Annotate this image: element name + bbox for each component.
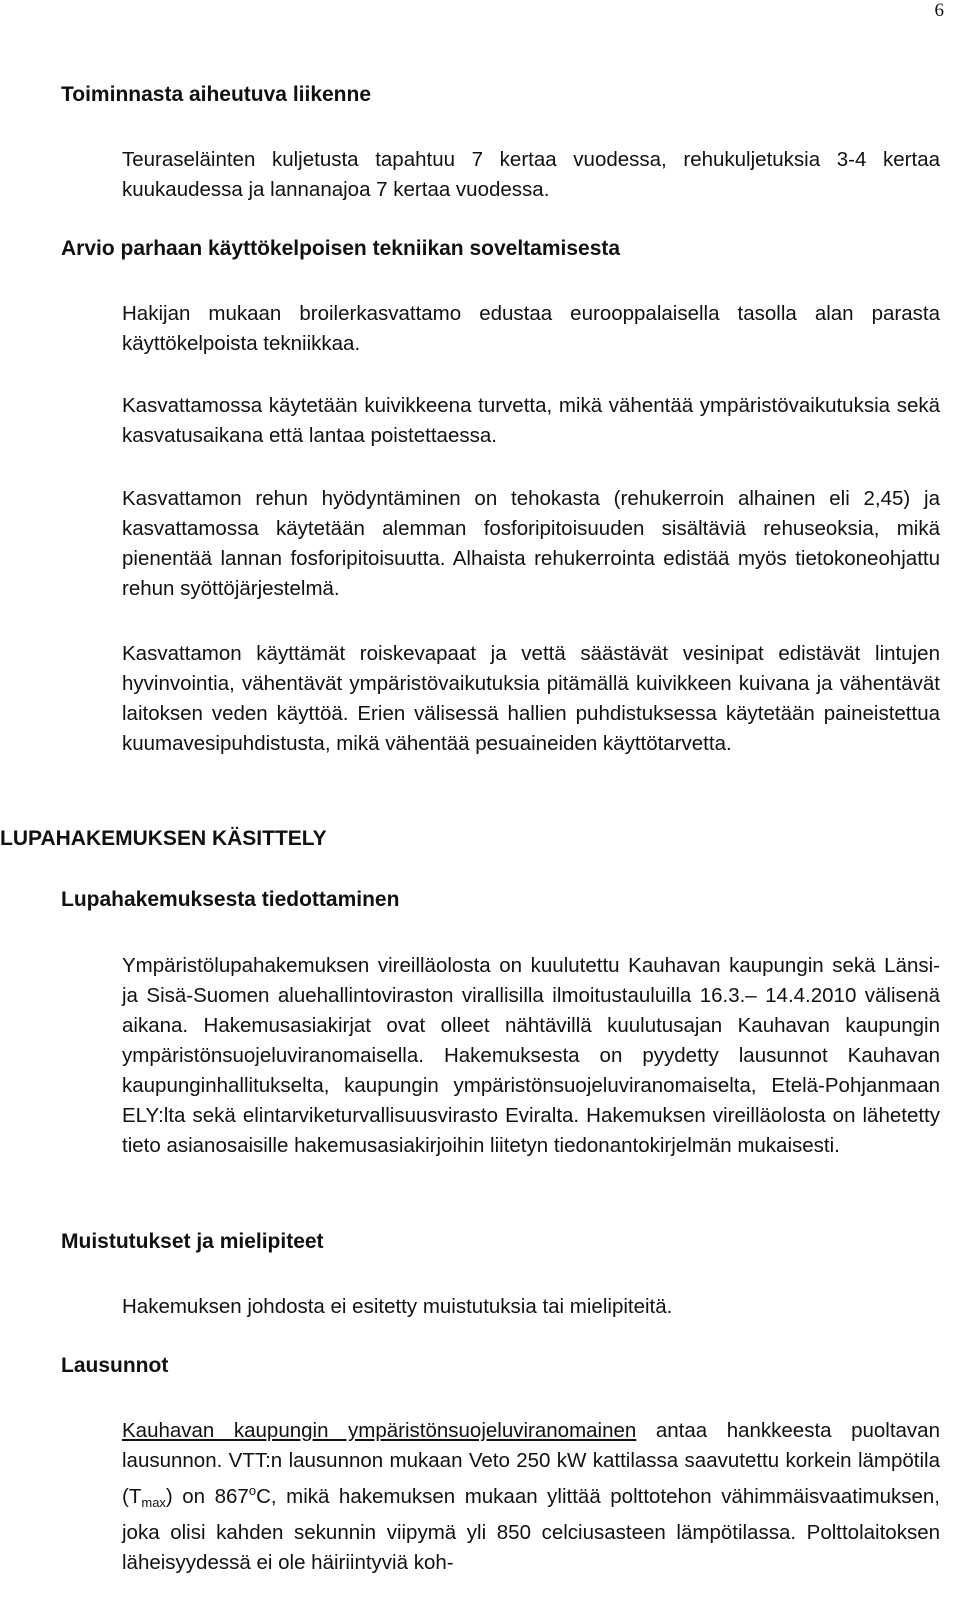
statement-superscript: o [248, 1483, 257, 1498]
heading-permit-processing: LUPAHAKEMUKSEN KÄSITTELY [0, 827, 327, 850]
heading-bat: Arvio parhaan käyttökelpoisen tekniikan soveltamisesta [61, 237, 621, 260]
heading-objections: Muistutukset ja mielipiteet [61, 1230, 324, 1253]
paragraph-objections: Hakemuksen johdosta ei esitetty muistutuksia tai mielipiteitä. [122, 1295, 673, 1318]
paragraph-bat-3: Kasvattamon rehun hyödyntäminen on tehokasta (rehukerroin alhainen eli 2,45) ja kasvattamossa käytetään alemman fosforipitoisuuden sisältäviä rehuseoksia, mikä pienentää lannan fosforipitoisuutta. Alhaista rehukerrointa edistää myös tietokoneohjattu rehun syöttöjärjestelmä. [122, 487, 940, 600]
statement-text-b: ) on 867 [165, 1485, 249, 1508]
statement-text-c: C, mikä hakemuksen mukaan ylittää polttotehon vähimmäisvaatimuksen, joka olisi kahden sekunnin viipymä yli 850 celciusasteen lämpötilassa. Polttolaitoksen läheisyydessä ei ole häiriintyviä koh- [122, 1485, 940, 1574]
paragraph-bat-1: Hakijan mukaan broilerkasvattamo edustaa eurooppalaisella tasolla alan parasta käyttökelpoista tekniikkaa. [122, 302, 940, 355]
paragraph-bat-4: Kasvattamon käyttämät roiskevapaat ja vettä säästävät vesinipat edistävät lintujen hyvinvointia, vähentävät ympäristövaikutuksia pitämällä kuivikkeen kuivana ja vähentävät laitoksen veden käyttöä. Erien välisessä hallien puhdistuksessa käytetään paineistettua kuumavesipuhdistusta, mikä vähentää pesuaineiden käyttötarvetta. [122, 642, 940, 755]
paragraph-bat-2: Kasvattamossa käytetään kuivikkeena turvetta, mikä vähentää ympäristövaikutuksia sekä kasvatusaikana että lantaa poistettaessa. [122, 394, 940, 447]
paragraph-notification: Ympäristölupahakemuksen vireilläolosta on kuulutettu Kauhavan kaupungin sekä Länsi- ja Sisä-Suomen aluehallintoviraston virallisilla ilmoitustauluilla 16.3.– 14.4.2010 välisenä aikana. Hakemusasiakirjat ovat olleet nähtävillä kuulutusajan Kauhavan kaupungin ympäristönsuojeluviranomaisella. Hakemuksesta on pyydetty lausunnot Kauhavan kaupunginhallitukselta, kaupungin ympäristönsuojeluviranomaiselta, Etelä-Pohjanmaan ELY:lta sekä elintarviketurvallisuusvirasto Eviralta. Hakemuksen vireilläolosta on lähetetty tieto asianosaisille hakemusasiakirjoihin liitetyn tiedonantokirjelmän mukaisesti. [122, 954, 940, 1157]
paragraph-traffic: Teuraseläinten kuljetusta tapahtuu 7 kertaa vuodessa, rehukuljetuksia 3-4 kertaa kuukaudessa ja lannanajoa 7 kertaa vuodessa. [122, 148, 940, 201]
heading-statements: Lausunnot [61, 1354, 169, 1377]
statement-text-a: antaa hankkeesta puoltavan lausunnon. VTT:n lausunnon mukaan Veto 250 kW kattilassa saavutettu korkein lämpötila (T [122, 1419, 940, 1508]
statement-authority-name: Kauhavan kaupungin ympäristönsuojeluviranomainen [122, 1419, 637, 1442]
page-number: 6 [934, 0, 944, 21]
heading-traffic: Toiminnasta aiheutuva liikenne [61, 83, 372, 106]
heading-notification: Lupahakemuksesta tiedottaminen [61, 888, 400, 911]
paragraph-statements [122, 1416, 940, 1578]
statement-subscript: max [141, 1495, 166, 1510]
